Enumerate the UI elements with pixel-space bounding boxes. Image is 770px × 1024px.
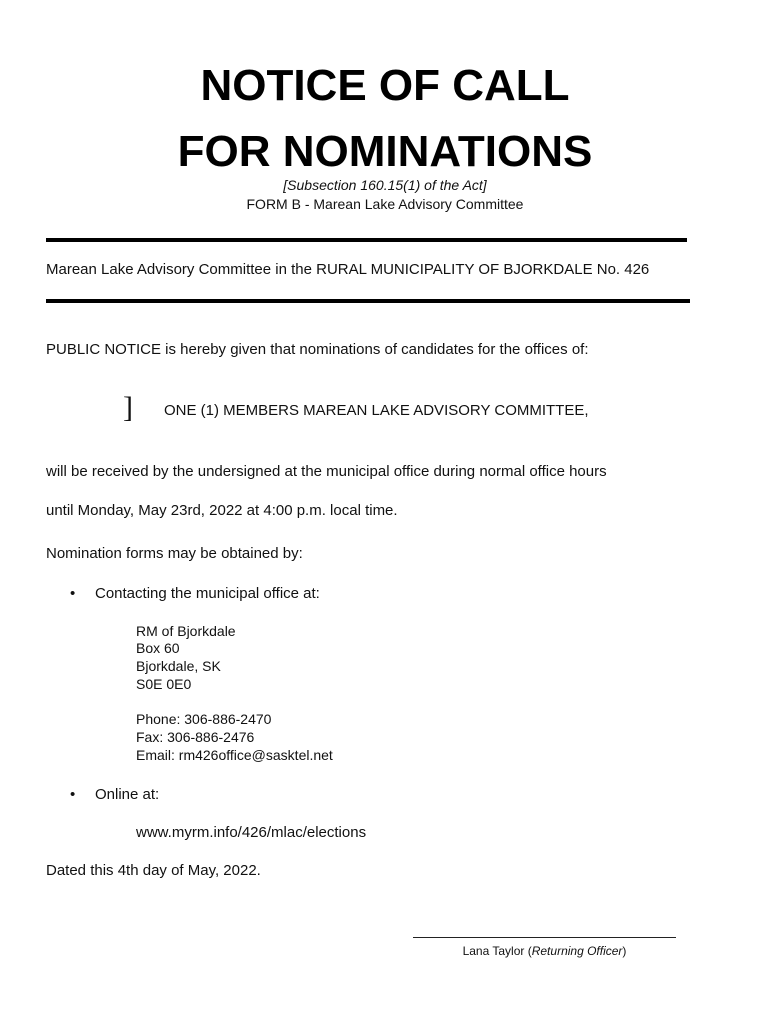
top-divider bbox=[46, 238, 687, 242]
signature-caption bbox=[413, 944, 676, 958]
contact-office-label: Contacting the municipal office at: bbox=[95, 585, 320, 602]
public-notice-text: PUBLIC NOTICE is hereby given that nominations of candidates for the offices of: bbox=[46, 341, 589, 358]
phone-number: Phone: 306-886-2470 bbox=[136, 711, 272, 727]
online-label: Online at: bbox=[95, 786, 160, 803]
subsection-reference: [Subsection 160.15(1) of the Act] bbox=[283, 177, 487, 193]
address-line: Box 60 bbox=[136, 640, 180, 656]
received-text: will be received by the undersigned at the municipal office during normal office hours bbox=[46, 463, 607, 480]
bullet-icon: • bbox=[70, 585, 76, 602]
forms-intro-text: Nomination forms may be obtained by: bbox=[46, 545, 303, 562]
bottom-divider bbox=[46, 299, 690, 303]
committee-line: Marean Lake Advisory Committee in the RURAL MUNICIPALITY OF BJORKDALE No. 426 bbox=[46, 261, 650, 278]
title-line-2: FOR NOMINATIONS bbox=[177, 127, 593, 176]
address-line: S0E 0E0 bbox=[136, 676, 192, 692]
email-address: Email: rm426office@sasktel.net bbox=[136, 747, 333, 763]
address-line: Bjorkdale, SK bbox=[136, 658, 221, 674]
online-url: www.myrm.info/426/mlac/elections bbox=[136, 824, 367, 841]
dated-line: Dated this 4th day of May, 2022. bbox=[46, 862, 261, 879]
office-text: ONE (1) MEMBERS MAREAN LAKE ADVISORY COMMITTEE, bbox=[164, 402, 589, 419]
signatory-role: Returning Officer bbox=[531, 944, 623, 958]
address-line: RM of Bjorkdale bbox=[136, 623, 236, 639]
form-label: FORM B - Marean Lake Advisory Committee bbox=[246, 196, 524, 212]
signatory-close: ) bbox=[622, 944, 627, 958]
deadline-text: until Monday, May 23rd, 2022 at 4:00 p.m. local time. bbox=[46, 502, 398, 519]
signatory-name: Lana Taylor ( bbox=[462, 944, 532, 958]
bullet-icon: • bbox=[70, 786, 76, 803]
title-line-1: NOTICE OF CALL bbox=[200, 61, 570, 110]
signature-line bbox=[413, 937, 676, 938]
fax-number: Fax: 306-886-2476 bbox=[136, 729, 255, 745]
office-marker: ] bbox=[123, 391, 133, 424]
